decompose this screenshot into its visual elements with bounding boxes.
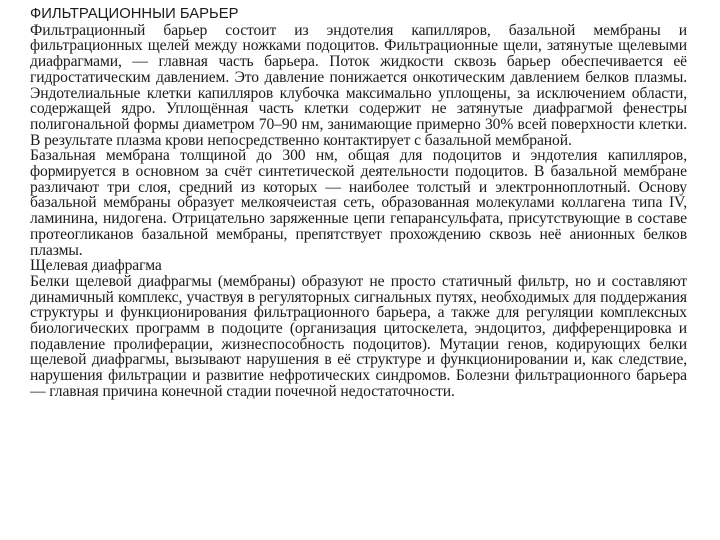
paragraph-basement-membrane: Базальная мембрана толщиной до 300 нм, общая для подоцитов и эндотелия капилляров, формируется в основном за счёт синтетической деятельности подоцитов. В базальной мембране различают три слоя, средний из которых — наиболее толстый и электронноплотный. Основу базальной мембраны образует мелкоячеистая сеть, образованная молекулами коллагена типа IV, ламинина, нидогена. Отрицательно заряженные цепи гепарансульфата, присутствующие в составе протеогликанов базальной мембраны, препятствует прохождению сквозь неё анионных белков плазмы.: [30, 147, 687, 259]
paragraph-filtration-barrier: Фильтрационный барьер состоит из эндотелия капилляров, базальной мембраны и фильтрационных щелей между ножками подоцитов. Фильтрационные щели, затянутые щелевыми диафрагмами, — главная часть барьера. Поток жидкости сквозь барьер обеспечивается её гидростатическим давлением. Это давление понижается онкотическим давлением белков плазмы. Эндотелиальные клетки капилляров клубочка максимально уплощены, за исключением области, содержащей ядро. Уплощённая часть клетки содержит не затянутые диафрагмой фенестры полигональной формы диаметром 70–90 нм, занимающие примерно 30% всей поверхности клетки. В результате плазма крови непосредственно контактирует с базальной мембраной.: [30, 21, 687, 149]
document-title: ФИЛЬТРАЦИОННЫЙ БАРЬЕР: [30, 7, 239, 22]
subheading-slit-diaphragm: Щелевая диафрагма: [30, 257, 162, 275]
paragraph-slit-diaphragm: Белки щелевой диафрагмы (мембраны) образуют не просто статичный фильтр, но и составляют динамичный комплекс, участвуя в регуляторных сигнальных путях, необходимых для поддержания структуры и функционирования фильтрационного барьера, а также для регуляции комплексных биологических программ в подоците (организация цитоскелета, эндоцитоз, дифференцировка и подавление пролиферации, жизнеспособность подоцитов). Мутации генов, кодирующих белки щелевой диафрагмы, вызывают нарушения в её структуре и функционировании и, как следствие, нарушения фильтрации и развитие нефротических синдромов. Болезни фильтрационного барьера — главная причина конечной стадии почечной недостаточности.: [30, 272, 687, 400]
document-page: [30, 7, 687, 535]
